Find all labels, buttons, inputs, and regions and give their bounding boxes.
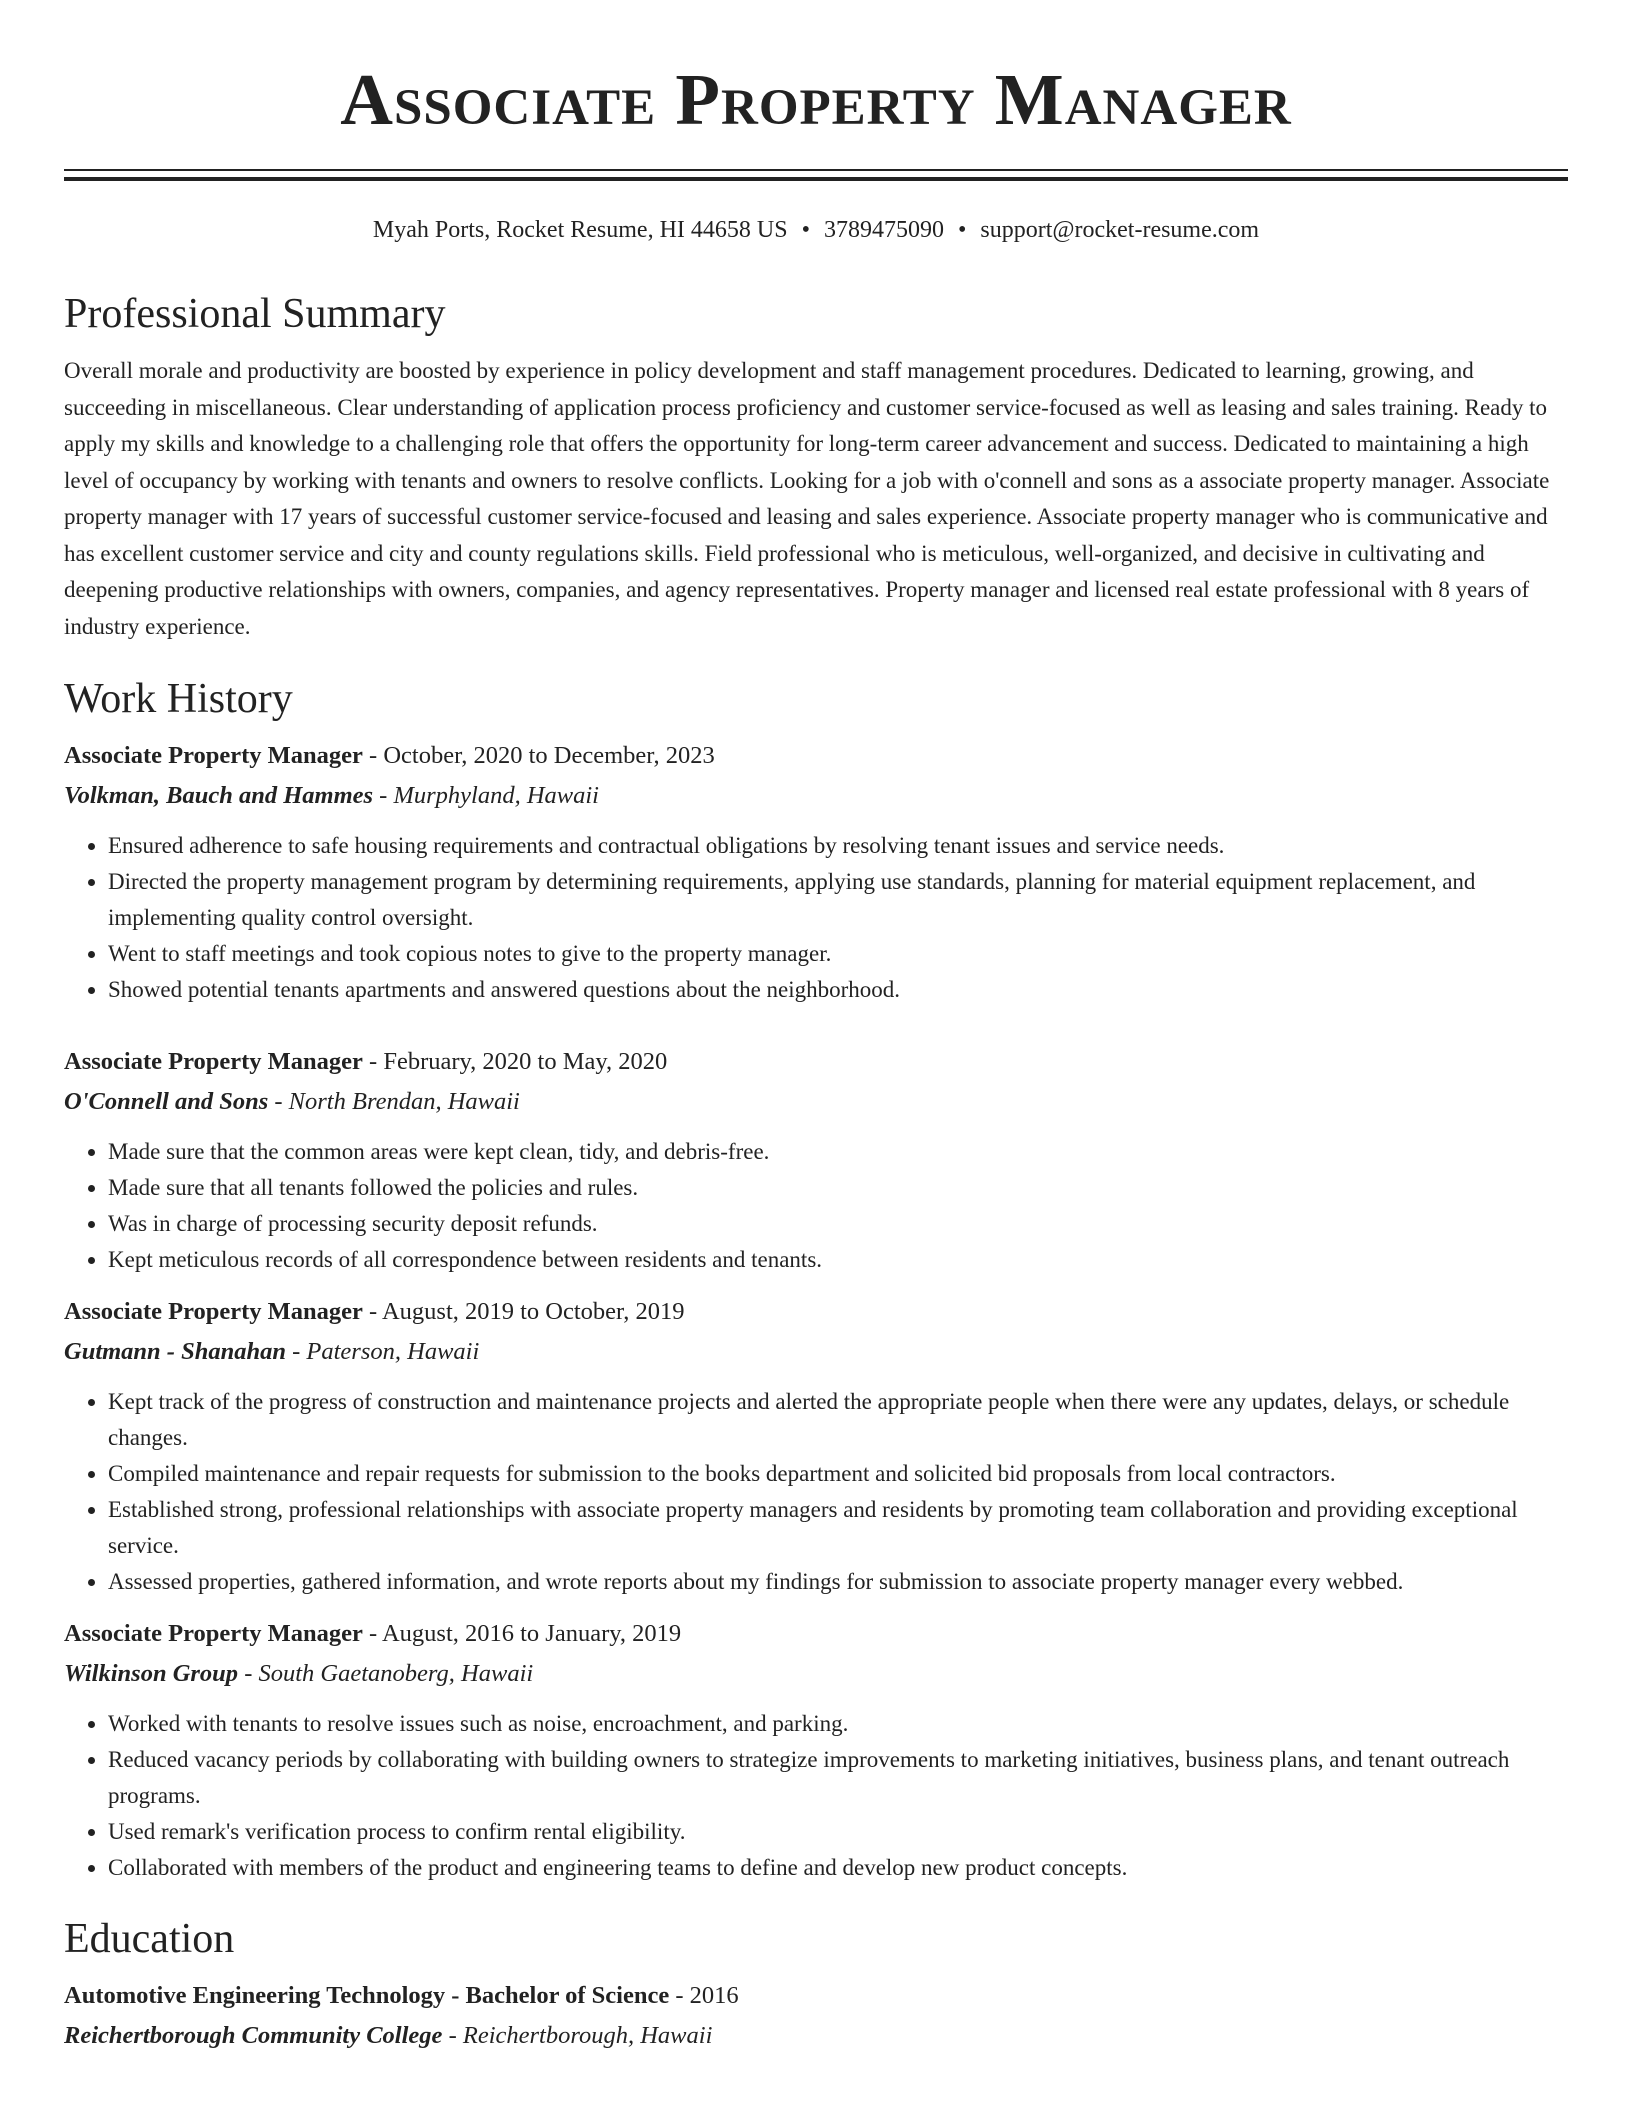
job-role: Associate Property Manager — [64, 1048, 363, 1075]
job-location: South Gaetanoberg, Hawaii — [258, 1660, 534, 1687]
job-title-line — [64, 1292, 1568, 1332]
job-bullet: • Worked with tenants to resolve issues such as noise, encroachment, and parking. — [108, 1706, 1568, 1742]
job-company-line — [64, 776, 1568, 816]
job-dates: October, 2020 to December, 2023 — [383, 742, 715, 769]
job-bullet: • Reduced vacancy periods by collaborating with building owners to strategize improvements to marketing initiatives, business plans, and tenant outreach programs. — [108, 1742, 1568, 1814]
job-bullet: • Made sure that the common areas were kept clean, tidy, and debris-free. — [108, 1134, 1568, 1170]
job-entry — [64, 1042, 1568, 1278]
job-bullet: • Went to staff meetings and took copious notes to give to the property manager. — [108, 936, 1568, 972]
summary-text: Overall morale and productivity are boosted by experience in policy development and staff management procedures. Dedicated to learning, growing, and succeeding in miscellaneous. Clear understanding of application process proficiency and customer service-focused as well as leasing and sales training. Ready to apply my skills and knowledge to a challenging role that offers the opportunity for long-term career advancement and success. Dedicated to maintaining a high level of occupancy by working with tenants and owners to resolve conflicts. Looking for a job with o'connell and sons as a associate property manager. Associate property manager with 17 years of successful customer service-focused and leasing and sales experience. Associate property manager who is communicative and has excellent customer service and city and county regulations skills. Field professional who is meticulous, well-organized, and decisive in cultivating and deepening productive relationships with owners, companies, and agency representatives. Property manager and licensed real estate professional with 8 years of industry experience. — [64, 358, 1550, 639]
contact-separator: • — [957, 217, 967, 243]
job-dates: February, 2020 to May, 2020 — [383, 1048, 668, 1075]
title-divider-thick — [64, 177, 1568, 181]
job-entry — [64, 736, 1568, 1008]
title-divider-thin — [64, 169, 1568, 171]
degree-line — [64, 1976, 1568, 2016]
contact-separator: • — [801, 217, 810, 243]
job-company-line — [64, 1332, 1568, 1372]
job-location: Paterson, Hawaii — [306, 1338, 480, 1365]
job-dash: - — [362, 1620, 382, 1647]
summary-heading: Professional Summary — [64, 291, 446, 337]
job-dates: August, 2016 to January, 2019 — [381, 1620, 682, 1647]
job-entry — [64, 1292, 1568, 1600]
job-location: North Brendan, Hawaii — [288, 1088, 520, 1115]
contact-line — [64, 215, 1568, 245]
job-role: Associate Property Manager — [64, 1620, 363, 1647]
job-dash: - — [362, 742, 384, 769]
job-dash: - — [362, 1048, 384, 1075]
job-bullet-list — [64, 1384, 1568, 1600]
job-title-line — [64, 1042, 1568, 1082]
job-bullet: • Compiled maintenance and repair requests for submission to the books department and solicited bid proposals from local contractors. — [108, 1456, 1568, 1492]
job-dash: - — [373, 782, 394, 809]
degree-name: Automotive Engineering Technology - Bachelor of Science — [64, 1982, 670, 2009]
education-entry — [64, 1976, 1568, 2056]
job-company: Gutmann - Shanahan — [64, 1338, 286, 1365]
job-company-line — [64, 1654, 1568, 1694]
school-location: Reichertborough, Hawaii — [462, 2022, 713, 2049]
school-name: Reichertborough Community College — [64, 2022, 443, 2049]
contact-phone: 3789475090 — [823, 217, 944, 243]
job-bullet: • Assessed properties, gathered information, and wrote reports about my findings for submission to associate property manager every webbed. — [108, 1564, 1568, 1600]
education-heading: Education — [64, 1916, 235, 1962]
job-dash: - — [285, 1338, 307, 1365]
job-dash: - — [238, 1660, 259, 1687]
job-bullet: • Used remark's verification process to confirm rental eligibility. — [108, 1814, 1568, 1850]
job-title-line — [64, 736, 1568, 776]
contact-email: support@rocket-resume.com — [980, 217, 1260, 243]
job-entry — [64, 1614, 1568, 1886]
job-dash: - — [362, 1298, 382, 1325]
job-bullet: • Showed potential tenants apartments and answered questions about the neighborhood. — [108, 972, 1568, 1008]
job-bullet: • Ensured adherence to safe housing requirements and contractual obligations by resolving tenant issues and service needs. — [108, 828, 1568, 864]
job-bullet-list — [64, 1706, 1568, 1886]
work-history-heading: Work History — [64, 676, 293, 722]
degree-year: 2016 — [689, 1982, 739, 2009]
job-role: Associate Property Manager — [64, 1298, 363, 1325]
job-bullet-list — [64, 828, 1568, 1008]
contact-address: Myah Ports, Rocket Resume, HI 44658 US — [372, 217, 788, 243]
school-dash: - — [442, 2022, 463, 2049]
job-company: Wilkinson Group — [64, 1660, 239, 1687]
resume-title: Associate Property Manager — [340, 59, 1292, 140]
job-bullet: • Directed the property management program by determining requirements, applying use standards, planning for material equipment replacement, and implementing quality control oversight. — [108, 864, 1568, 936]
degree-dash: - — [669, 1982, 690, 2009]
job-dash: - — [268, 1088, 289, 1115]
job-dates: August, 2019 to October, 2019 — [381, 1298, 685, 1325]
job-company-line — [64, 1082, 1568, 1122]
job-role: Associate Property Manager — [64, 742, 363, 769]
job-company: Volkman, Bauch and Hammes — [64, 782, 374, 809]
job-company: O'Connell and Sons — [64, 1088, 269, 1115]
school-line — [64, 2016, 1568, 2056]
job-bullet: • Was in charge of processing security deposit refunds. — [108, 1206, 1568, 1242]
job-location: Murphyland, Hawaii — [393, 782, 599, 809]
job-bullet-list — [64, 1134, 1568, 1278]
job-bullet: • Kept meticulous records of all correspondence between residents and tenants. — [108, 1242, 1568, 1278]
job-title-line — [64, 1614, 1568, 1654]
job-bullet: • Kept track of the progress of construction and maintenance projects and alerted the appropriate people when there were any updates, delays, or schedule changes. — [108, 1384, 1568, 1456]
job-bullet: • Made sure that all tenants followed the policies and rules. — [108, 1170, 1568, 1206]
job-bullet: • Collaborated with members of the product and engineering teams to define and develop new product concepts. — [108, 1850, 1568, 1886]
job-bullet: • Established strong, professional relationships with associate property managers and residents by promoting team collaboration and providing exceptional service. — [108, 1492, 1568, 1564]
